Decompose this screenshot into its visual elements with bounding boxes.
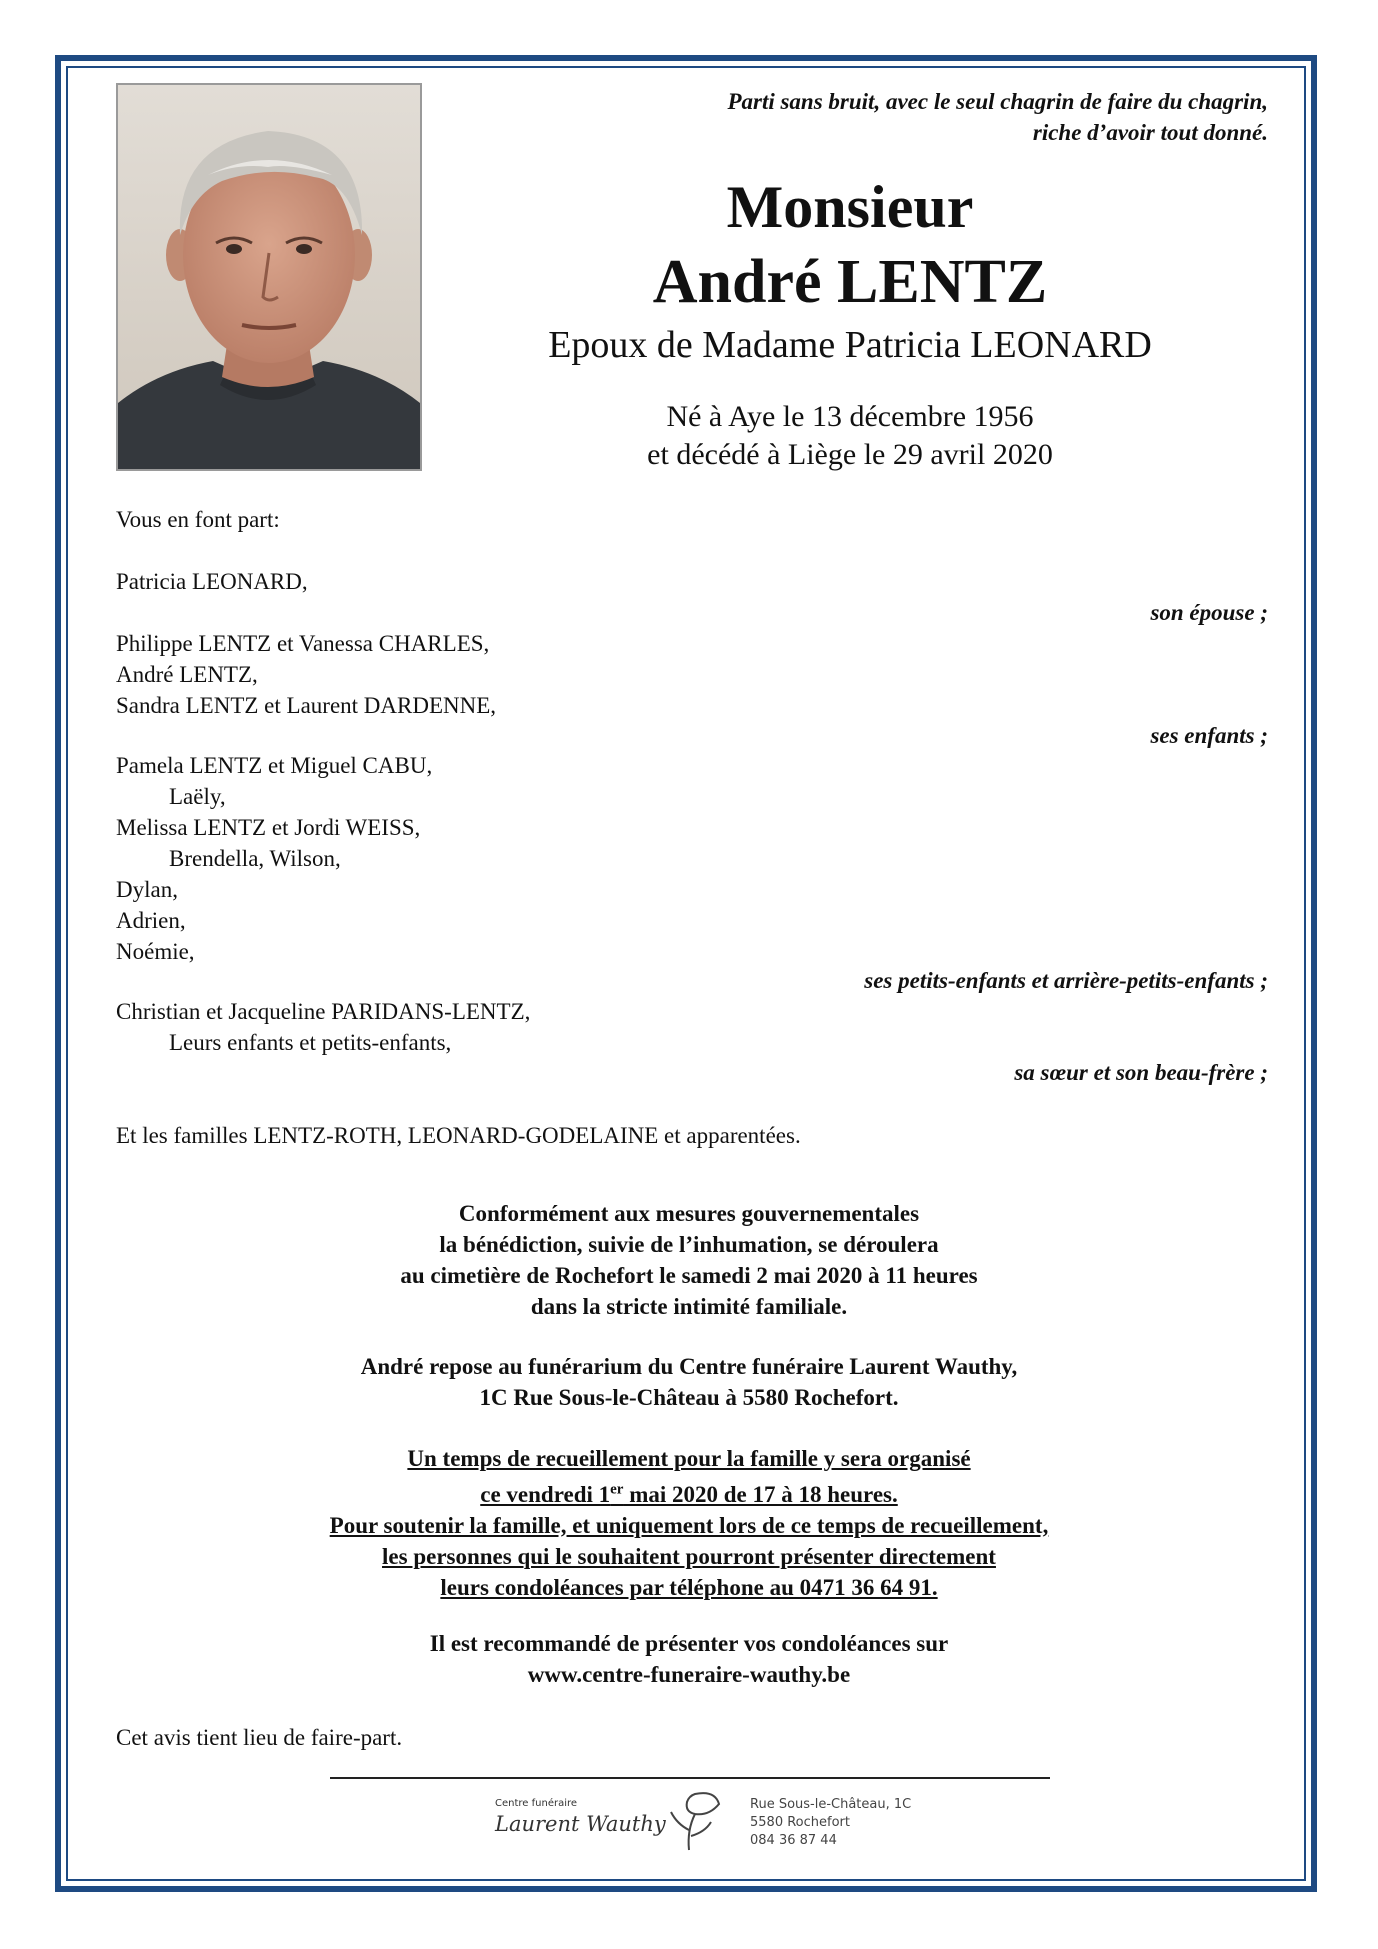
date-suffix: mai 2020 de 17 à 18 heures. bbox=[623, 1481, 898, 1507]
family-name: Leurs enfants et petits-enfants, bbox=[169, 1030, 452, 1055]
calla-lily-icon bbox=[665, 1786, 725, 1852]
funeral-home-logo bbox=[495, 1786, 935, 1858]
birth-date: Né à Aye le 13 décembre 1956 bbox=[666, 400, 1034, 433]
death-date: et décédé à Liège le 29 avril 2020 bbox=[647, 438, 1053, 471]
logo-address-line: Rue Sous-le-Château, 1C bbox=[750, 1797, 912, 1812]
birth-death-dates bbox=[440, 398, 1260, 474]
logo-address-line: 5580 Rochefort bbox=[750, 1815, 850, 1830]
funerarium-notice bbox=[116, 1351, 1262, 1413]
spouse-line: Epoux de Madame Patricia LEONARD bbox=[548, 324, 1152, 366]
family-name: Sandra LENTZ et Laurent DARDENNE, bbox=[116, 693, 497, 718]
family-name: Brendella, Wilson, bbox=[169, 846, 341, 871]
epigraph-line: Parti sans bruit, avec le seul chagrin de faire du chagrin, bbox=[727, 89, 1268, 114]
ceremony-line: au cimetière de Rochefort le samedi 2 mai 2020 à 11 heures bbox=[400, 1263, 978, 1288]
logo-address bbox=[750, 1796, 911, 1850]
intro-text: Vous en font part: bbox=[116, 507, 280, 532]
ceremony-line: dans la stricte intimité familiale. bbox=[530, 1294, 848, 1319]
date-prefix: ce vendredi 1 bbox=[480, 1481, 611, 1507]
family-name: Dylan, bbox=[116, 877, 178, 902]
title-honorific: Monsieur bbox=[726, 174, 974, 240]
funerarium-line: André repose au funérarium du Centre funéraire Laurent Wauthy, bbox=[360, 1354, 1018, 1379]
family-name: André LENTZ, bbox=[116, 662, 258, 687]
family-name: Patricia LEONARD, bbox=[116, 569, 308, 594]
epigraph bbox=[468, 86, 1268, 148]
condolences-notice bbox=[116, 1628, 1262, 1690]
epigraph-line: riche d’avoir tout donné. bbox=[1032, 120, 1268, 145]
condolences-line: Il est recommandé de présenter vos condoléances sur bbox=[429, 1631, 949, 1656]
condolences-website-link[interactable]: www.centre-funeraire-wauthy.be bbox=[527, 1662, 851, 1687]
logo-phone: 084 36 87 44 bbox=[750, 1833, 837, 1848]
family-name: Laëly, bbox=[169, 784, 226, 809]
family-group-grandchildren bbox=[116, 750, 432, 967]
ceremony-line: la bénédiction, suivie de l’inhumation, se déroulera bbox=[439, 1232, 939, 1257]
relation-label: ses petits-enfants et arrière-petits-enfants ; bbox=[864, 968, 1268, 993]
family-name: Pamela LENTZ et Miguel CABU, bbox=[116, 753, 433, 778]
closing-line: Cet avis tient lieu de faire-part. bbox=[116, 1725, 403, 1750]
family-name: Noémie, bbox=[116, 939, 195, 964]
family-group-children bbox=[116, 628, 496, 721]
families-line: Et les familles LENTZ-ROTH, LEONARD-GODELAINE et apparentées. bbox=[116, 1123, 801, 1148]
relation-label: son épouse ; bbox=[1150, 600, 1268, 625]
portrait-photo bbox=[116, 83, 422, 471]
funerarium-line: 1C Rue Sous-le-Château à 5580 Rochefort. bbox=[479, 1385, 899, 1410]
recueillement-notice bbox=[116, 1443, 1262, 1603]
ceremony-line: Conformément aux mesures gouvernementales bbox=[458, 1201, 920, 1226]
family-group-spouse bbox=[116, 566, 308, 597]
relation-label: sa sœur et son beau-frère ; bbox=[1014, 1060, 1268, 1085]
family-group-siblings bbox=[116, 996, 530, 1058]
signature-divider bbox=[330, 1777, 1050, 1779]
ceremony-notice bbox=[116, 1198, 1262, 1322]
family-name: Christian et Jacqueline PARIDANS-LENTZ, bbox=[116, 999, 531, 1024]
recueillement-line: Un temps de recueillement pour la famille y sera organisé bbox=[407, 1446, 971, 1471]
family-name: Melissa LENTZ et Jordi WEISS, bbox=[116, 815, 421, 840]
relation-label: ses enfants ; bbox=[1150, 723, 1268, 748]
title-name: André LENTZ bbox=[652, 248, 1048, 316]
recueillement-date-line bbox=[480, 1482, 898, 1507]
recueillement-phone-line: leurs condoléances par téléphone au 0471 36 64 91. bbox=[440, 1574, 938, 1600]
recueillement-line: Pour soutenir la famille, et uniquement lors de ce temps de recueillement, bbox=[329, 1512, 1049, 1538]
family-name: Adrien, bbox=[116, 908, 186, 933]
logo-name: Laurent Wauthy bbox=[495, 1812, 666, 1836]
family-name: Philippe LENTZ et Vanessa CHARLES, bbox=[116, 631, 490, 656]
date-superscript: er bbox=[610, 1481, 624, 1497]
logo-label: Centre funéraire bbox=[495, 1798, 578, 1809]
recueillement-line: les personnes qui le souhaitent pourront présenter directement bbox=[382, 1543, 996, 1569]
